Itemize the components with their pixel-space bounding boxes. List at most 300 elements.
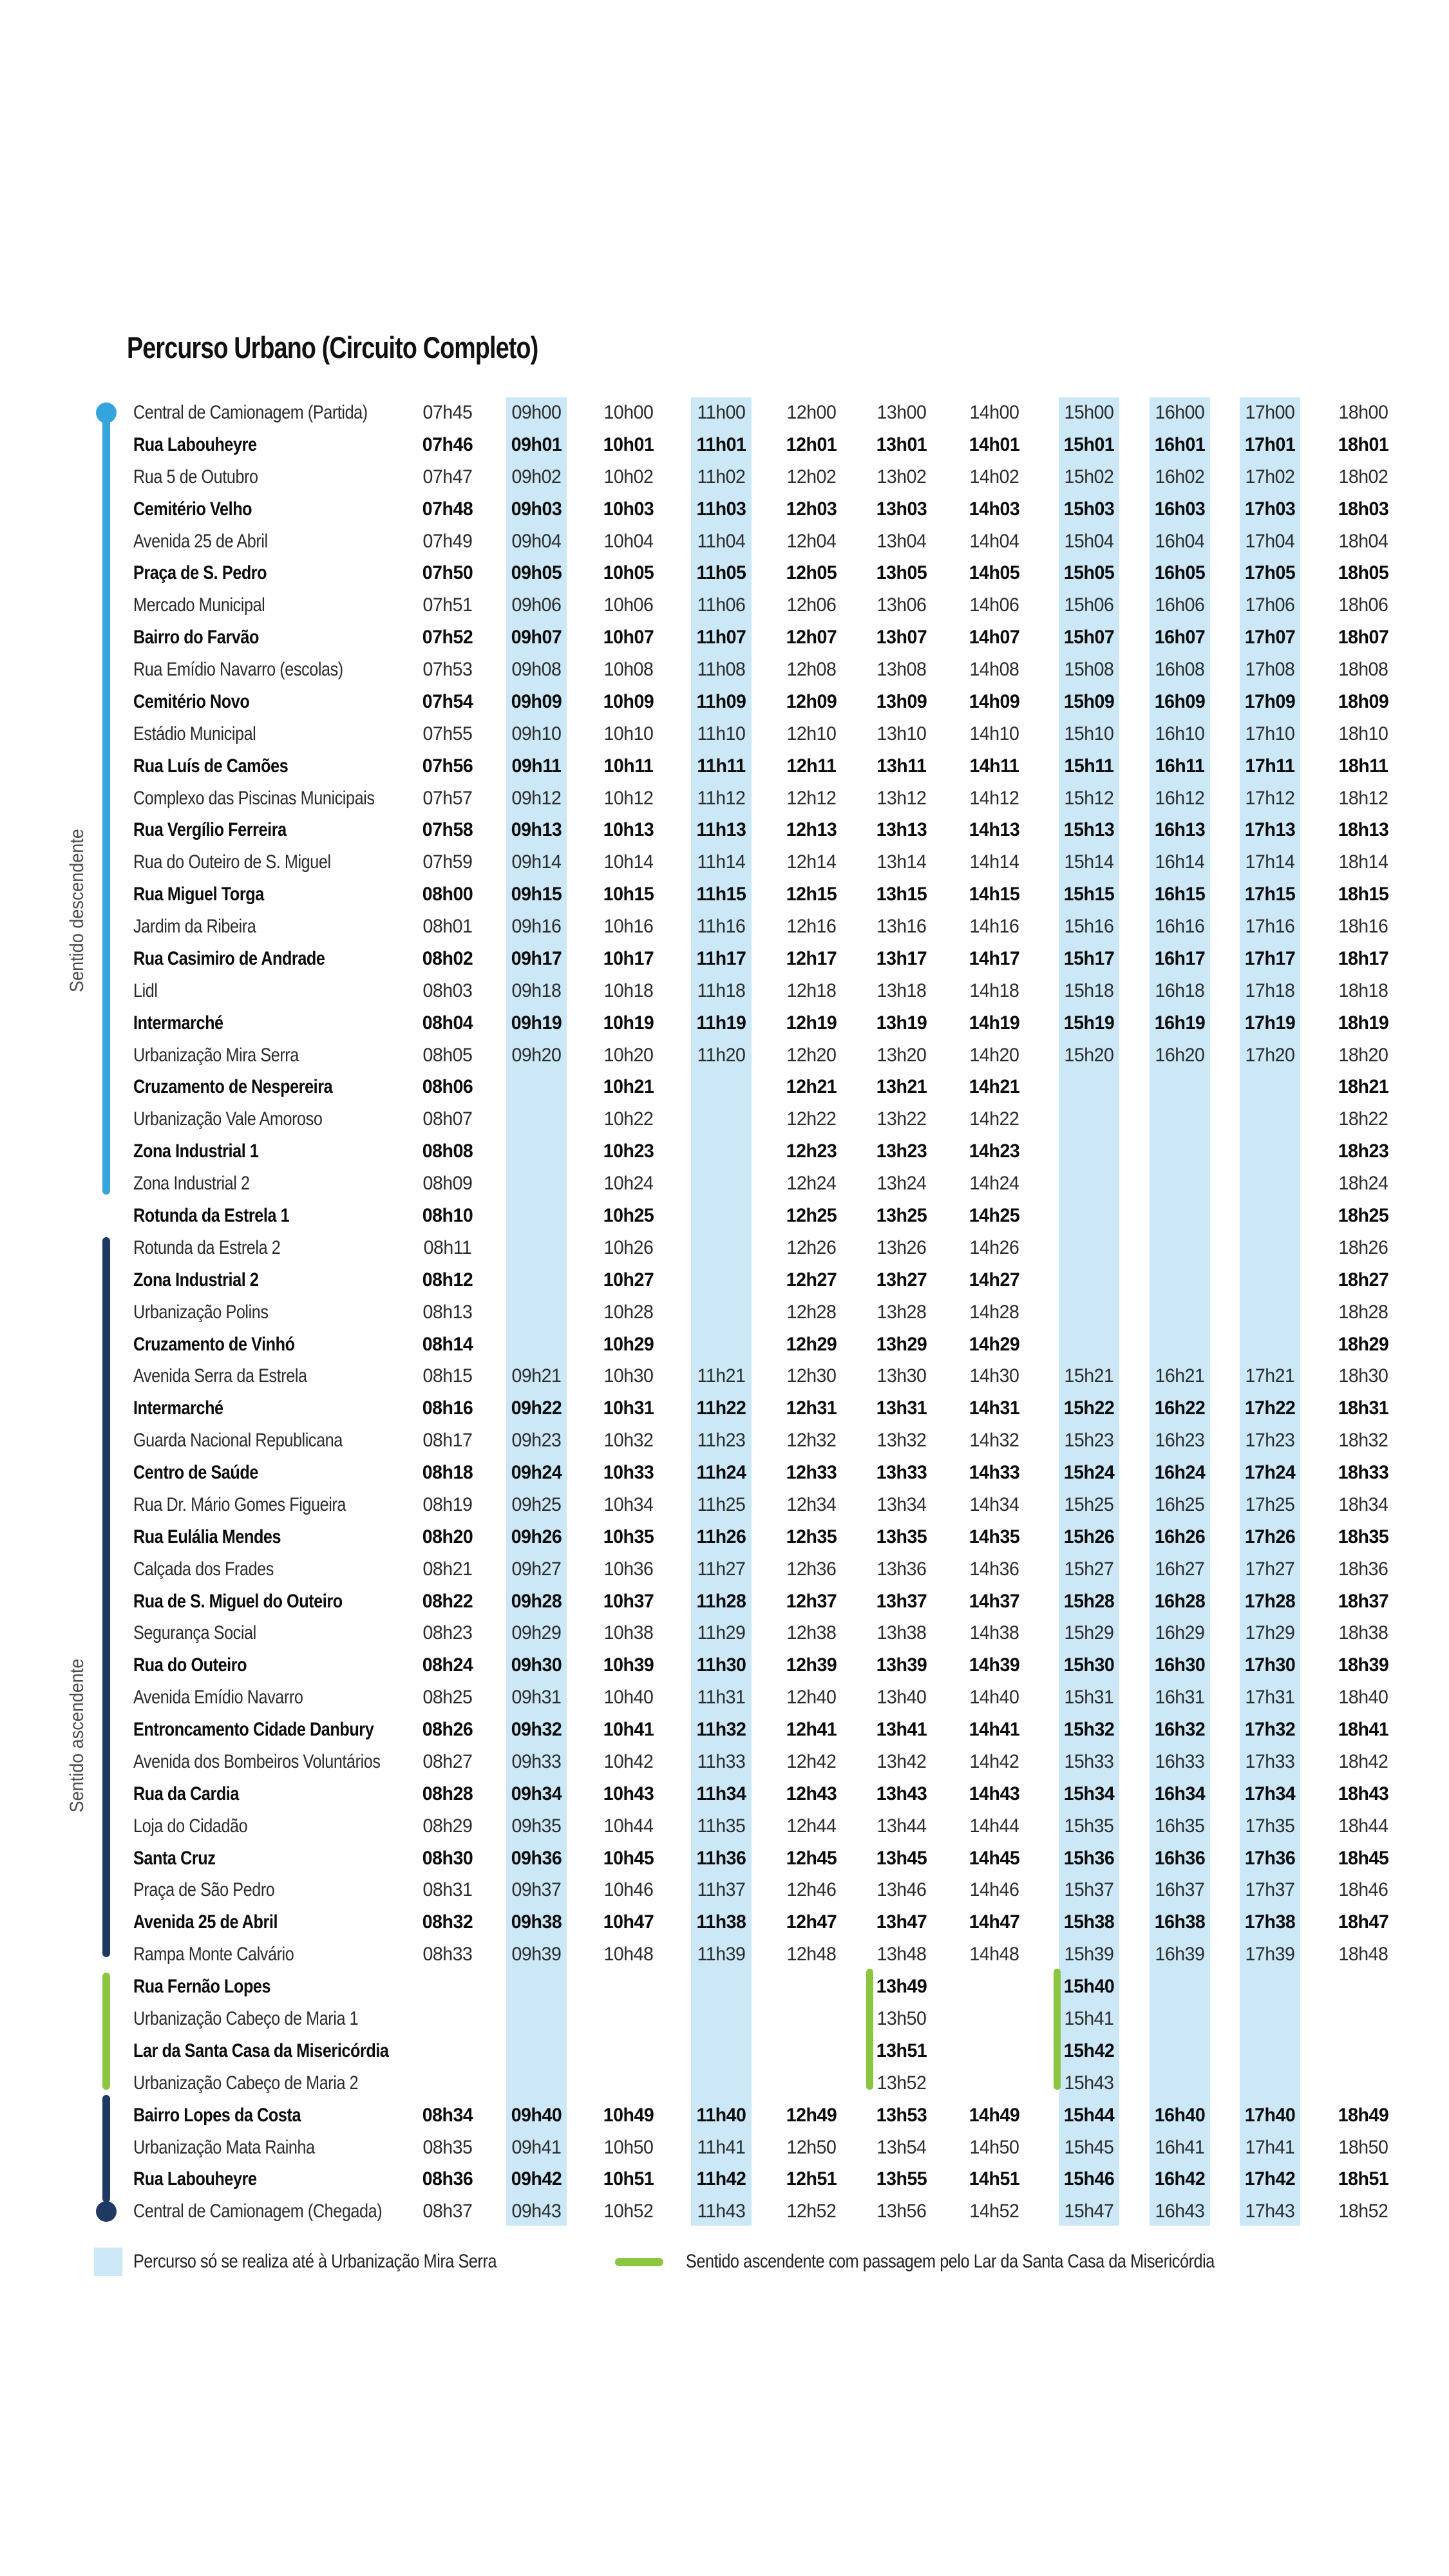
- time-cell: 15h42: [1063, 2040, 1115, 2061]
- time-cell: 13h21: [876, 1076, 927, 1098]
- time-cell: 10h12: [603, 787, 654, 809]
- time-cell: 17h00: [1245, 402, 1295, 423]
- time-cell: 08h04: [422, 1012, 473, 1034]
- time-cell: 14h22: [969, 1108, 1019, 1130]
- table-row: [0, 1071, 1449, 1103]
- table-row: [0, 1232, 1449, 1264]
- time-cell: 15h36: [1063, 1847, 1115, 1869]
- time-cell: 18h40: [1338, 1687, 1388, 1709]
- stop-name: Complexo das Piscinas Municipais: [133, 787, 375, 809]
- time-cell: 14h06: [969, 594, 1019, 616]
- time-cell: 12h39: [786, 1654, 837, 1676]
- time-cell: 14h24: [969, 1173, 1019, 1195]
- time-cell: 08h07: [422, 1108, 473, 1130]
- time-cell: 11h23: [697, 1430, 746, 1452]
- time-cell: 07h50: [422, 562, 473, 584]
- time-cell: 17h32: [1244, 1719, 1296, 1741]
- table-row: [0, 1103, 1449, 1135]
- time-cell: 16h00: [1155, 402, 1205, 423]
- time-cell: 07h49: [422, 530, 473, 552]
- time-cell: 16h41: [1155, 2136, 1205, 2158]
- time-cell: 13h36: [876, 1558, 927, 1580]
- time-cell: 12h05: [786, 562, 837, 584]
- time-cell: 17h28: [1244, 1590, 1296, 1612]
- time-cell: 18h22: [1338, 1108, 1388, 1130]
- time-cell: 08h21: [422, 1558, 473, 1580]
- time-cell: 09h07: [511, 627, 562, 649]
- time-cell: 08h22: [422, 1590, 473, 1612]
- time-cell: 12h13: [786, 819, 837, 841]
- time-cell: 18h12: [1338, 787, 1388, 809]
- time-cell: 16h34: [1154, 1783, 1206, 1804]
- time-cell: 07h46: [422, 433, 473, 455]
- time-cell: 14h10: [969, 723, 1019, 744]
- time-cell: 13h06: [876, 594, 927, 616]
- time-cell: 13h46: [876, 1879, 927, 1901]
- time-cell: 11h43: [697, 2201, 746, 2222]
- time-cell: 13h44: [876, 1815, 927, 1837]
- time-cell: 12h47: [786, 1911, 837, 1933]
- time-cell: 16h04: [1155, 530, 1205, 552]
- time-cell: 10h16: [603, 916, 654, 938]
- time-cell: 14h15: [969, 884, 1020, 905]
- time-cell: 09h02: [511, 466, 562, 488]
- stop-name: Praça de São Pedro: [133, 1879, 275, 1901]
- stop-name: Rua Eulália Mendes: [133, 1526, 281, 1548]
- time-cell: 16h23: [1155, 1430, 1205, 1452]
- time-cell: 14h00: [969, 402, 1019, 423]
- table-row: [0, 878, 1449, 911]
- time-cell: 13h56: [876, 2201, 927, 2222]
- table-row: [0, 2035, 1449, 2067]
- time-cell: 16h08: [1155, 659, 1205, 681]
- time-cell: 14h11: [969, 755, 1019, 777]
- time-cell: 17h40: [1244, 2104, 1296, 2126]
- time-cell: 11h05: [696, 562, 746, 584]
- time-cell: 14h23: [969, 1141, 1020, 1162]
- time-cell: 18h39: [1338, 1654, 1389, 1676]
- time-cell: 10h48: [603, 1944, 654, 1965]
- table-row: [0, 1360, 1449, 1392]
- stop-name: Cruzamento de Nespereira: [133, 1076, 333, 1098]
- time-cell: 12h23: [786, 1141, 837, 1162]
- time-cell: 14h04: [969, 530, 1019, 552]
- time-cell: 10h46: [603, 1879, 654, 1901]
- time-cell: 17h41: [1245, 2136, 1295, 2158]
- time-cell: 15h28: [1063, 1590, 1115, 1612]
- time-cell: 11h24: [696, 1462, 746, 1484]
- time-cell: 13h47: [876, 1911, 927, 1933]
- table-row: [0, 1874, 1449, 1906]
- time-cell: 18h13: [1338, 819, 1389, 841]
- time-cell: 15h09: [1063, 690, 1115, 712]
- time-cell: 12h07: [786, 627, 837, 649]
- time-cell: 09h08: [511, 659, 562, 681]
- stop-name: Cemitério Velho: [133, 498, 252, 520]
- time-cell: 13h19: [876, 1012, 927, 1034]
- time-cell: 14h37: [969, 1590, 1020, 1612]
- time-cell: 15h06: [1064, 594, 1114, 616]
- time-cell: 08h18: [422, 1462, 473, 1484]
- time-cell: 12h02: [786, 466, 837, 488]
- table-row: [0, 1842, 1449, 1875]
- time-cell: 13h05: [876, 562, 927, 584]
- stop-name: Rua Labouheyre: [133, 2168, 257, 2190]
- time-cell: 17h05: [1244, 562, 1296, 584]
- time-cell: 09h35: [511, 1815, 562, 1837]
- time-cell: 14h29: [969, 1333, 1020, 1355]
- time-cell: 15h17: [1063, 947, 1115, 969]
- time-cell: 15h40: [1063, 1976, 1115, 1998]
- time-cell: 17h31: [1245, 1687, 1295, 1709]
- time-cell: 08h11: [423, 1236, 472, 1258]
- time-cell: 10h24: [603, 1173, 654, 1195]
- time-cell: 14h43: [969, 1783, 1020, 1804]
- time-cell: 12h52: [786, 2201, 837, 2222]
- time-cell: 12h11: [786, 755, 837, 777]
- time-cell: 18h44: [1338, 1815, 1388, 1837]
- time-cell: 16h01: [1154, 433, 1206, 455]
- time-cell: 17h06: [1245, 594, 1295, 616]
- time-cell: 16h38: [1154, 1911, 1206, 1933]
- time-cell: 08h17: [422, 1430, 473, 1452]
- time-cell: 11h04: [697, 530, 746, 552]
- time-cell: 17h34: [1244, 1783, 1296, 1804]
- time-cell: 12h08: [786, 659, 837, 681]
- table-row: [0, 1971, 1449, 2003]
- time-cell: 09h10: [511, 723, 562, 744]
- time-cell: 11h20: [697, 1044, 746, 1066]
- time-cell: 12h37: [786, 1590, 837, 1612]
- time-cell: 16h07: [1154, 627, 1206, 649]
- time-cell: 13h42: [876, 1750, 927, 1772]
- stop-name: Rua 5 de Outubro: [133, 466, 258, 488]
- stop-name: Urbanização Cabeço de Maria 1: [133, 2008, 359, 2029]
- stop-name: Centro de Saúde: [133, 1462, 258, 1484]
- table-row: [0, 2003, 1449, 2035]
- time-cell: 10h23: [603, 1141, 654, 1162]
- time-cell: 14h12: [969, 787, 1019, 809]
- time-cell: 13h22: [876, 1108, 927, 1130]
- time-cell: 14h47: [969, 1911, 1020, 1933]
- time-cell: 08h16: [422, 1397, 473, 1419]
- time-cell: 14h45: [969, 1847, 1020, 1869]
- time-cell: 12h32: [786, 1430, 837, 1452]
- time-cell: 08h09: [422, 1173, 473, 1195]
- stop-name: Avenida 25 de Abril: [133, 1911, 278, 1933]
- table-row: [0, 1135, 1449, 1168]
- time-cell: 16h40: [1154, 2104, 1206, 2126]
- time-cell: 14h07: [969, 627, 1020, 649]
- time-cell: 09h34: [511, 1783, 562, 1804]
- time-cell: 14h05: [969, 562, 1020, 584]
- time-cell: 13h45: [876, 1847, 927, 1869]
- stop-name: Jardim da Ribeira: [133, 916, 256, 938]
- time-cell: 07h55: [422, 723, 473, 744]
- time-cell: 08h23: [422, 1622, 473, 1644]
- time-cell: 16h13: [1154, 819, 1206, 841]
- time-cell: 17h07: [1244, 627, 1296, 649]
- time-cell: 08h32: [422, 1911, 473, 1933]
- stop-name: Avenida Emídio Navarro: [133, 1687, 303, 1709]
- time-cell: 11h09: [696, 690, 746, 712]
- time-cell: 15h45: [1064, 2136, 1114, 2158]
- time-cell: 11h26: [696, 1526, 746, 1548]
- time-cell: 17h11: [1245, 755, 1295, 777]
- time-cell: 17h33: [1245, 1750, 1295, 1772]
- time-cell: 13h29: [876, 1333, 927, 1355]
- time-cell: 08h34: [422, 2104, 473, 2126]
- time-cell: 14h03: [969, 498, 1020, 520]
- time-cell: 13h30: [876, 1365, 927, 1387]
- time-cell: 14h40: [969, 1687, 1019, 1709]
- time-cell: 17h38: [1244, 1911, 1296, 1933]
- table-row: [0, 686, 1449, 718]
- time-cell: 09h40: [511, 2104, 562, 2126]
- time-cell: 17h39: [1245, 1944, 1295, 1965]
- time-cell: 09h36: [511, 1847, 562, 1869]
- table-row: [0, 1200, 1449, 1232]
- time-cell: 09h05: [511, 562, 562, 584]
- stop-name: Lidl: [133, 980, 158, 1001]
- time-cell: 08h36: [422, 2168, 473, 2190]
- time-cell: 12h40: [786, 1687, 837, 1709]
- time-cell: 09h22: [511, 1397, 562, 1419]
- table-row: [0, 1938, 1449, 1971]
- time-cell: 09h19: [511, 1012, 562, 1034]
- time-cell: 16h31: [1155, 1687, 1205, 1709]
- time-cell: 13h25: [876, 1205, 927, 1226]
- time-cell: 14h52: [969, 2201, 1019, 2222]
- time-cell: 14h01: [969, 433, 1020, 455]
- time-cell: 18h32: [1338, 1430, 1388, 1452]
- lar-detour-marker: [1054, 1969, 1061, 2090]
- legend-short-trip-label: Percurso só se realiza até à Urbanização Mira Serra: [133, 2251, 497, 2272]
- page-title: Percurso Urbano (Circuito Completo): [127, 330, 538, 365]
- time-cell: 07h48: [422, 498, 473, 520]
- time-cell: 11h11: [697, 755, 746, 777]
- time-cell: 16h33: [1155, 1750, 1205, 1772]
- time-cell: 07h52: [422, 627, 473, 649]
- time-cell: 16h18: [1155, 980, 1205, 1001]
- time-cell: 12h44: [786, 1815, 837, 1837]
- time-cell: 10h51: [603, 2168, 654, 2190]
- table-row: [0, 943, 1449, 975]
- time-cell: 14h17: [969, 947, 1020, 969]
- time-cell: 16h05: [1154, 562, 1206, 584]
- time-cell: 09h33: [511, 1750, 562, 1772]
- time-cell: 18h08: [1338, 659, 1388, 681]
- time-cell: 15h34: [1063, 1783, 1115, 1804]
- time-cell: 14h09: [969, 690, 1020, 712]
- time-cell: 12h03: [786, 498, 837, 520]
- time-cell: 17h37: [1245, 1879, 1295, 1901]
- time-cell: 14h41: [969, 1719, 1020, 1741]
- time-cell: 15h02: [1064, 466, 1114, 488]
- time-cell: 13h00: [876, 402, 927, 423]
- time-cell: 09h17: [511, 947, 562, 969]
- time-cell: 10h25: [603, 1205, 654, 1226]
- time-cell: 13h40: [876, 1687, 927, 1709]
- time-cell: 16h28: [1154, 1590, 1206, 1612]
- time-cell: 11h31: [697, 1687, 746, 1709]
- time-cell: 13h09: [876, 690, 927, 712]
- time-cell: 13h26: [876, 1236, 927, 1258]
- time-cell: 14h14: [969, 851, 1019, 873]
- time-cell: 11h01: [696, 433, 746, 455]
- stop-name: Rua Luís de Camões: [133, 755, 289, 777]
- time-cell: 11h36: [696, 1847, 746, 1869]
- time-cell: 17h36: [1244, 1847, 1296, 1869]
- time-cell: 10h41: [603, 1719, 654, 1741]
- time-cell: 15h30: [1063, 1654, 1115, 1676]
- time-cell: 11h29: [697, 1622, 746, 1644]
- table-row: [0, 1296, 1449, 1329]
- time-cell: 16h17: [1154, 947, 1206, 969]
- time-cell: 13h41: [876, 1719, 927, 1741]
- time-cell: 18h51: [1338, 2168, 1389, 2190]
- time-cell: 12h25: [786, 1205, 837, 1226]
- time-cell: 15h35: [1064, 1815, 1114, 1837]
- time-cell: 14h38: [969, 1622, 1019, 1644]
- time-cell: 16h30: [1154, 1654, 1206, 1676]
- time-cell: 16h42: [1154, 2168, 1206, 2190]
- time-cell: 17h24: [1244, 1462, 1296, 1484]
- table-row: [0, 911, 1449, 943]
- time-cell: 07h47: [422, 466, 473, 488]
- table-row: [0, 1039, 1449, 1072]
- time-cell: 10h04: [603, 530, 654, 552]
- time-cell: 15h25: [1064, 1493, 1114, 1515]
- time-cell: 09h18: [511, 980, 562, 1001]
- table-row: [0, 1746, 1449, 1778]
- time-cell: 12h49: [786, 2104, 837, 2126]
- time-cell: 11h40: [696, 2104, 746, 2126]
- time-cell: 18h37: [1338, 1590, 1389, 1612]
- time-cell: 08h30: [422, 1847, 473, 1869]
- time-cell: 18h49: [1338, 2104, 1389, 2126]
- time-cell: 09h32: [511, 1719, 562, 1741]
- time-cell: 10h22: [603, 1108, 654, 1130]
- time-cell: 17h17: [1244, 947, 1296, 969]
- time-cell: 13h18: [876, 980, 927, 1001]
- time-cell: 07h58: [422, 819, 473, 841]
- time-cell: 08h24: [422, 1654, 473, 1676]
- time-cell: 08h06: [422, 1076, 473, 1098]
- time-cell: 08h26: [422, 1719, 473, 1741]
- time-cell: 16h43: [1155, 2201, 1205, 2222]
- time-cell: 13h08: [876, 659, 927, 681]
- time-cell: 13h28: [876, 1301, 927, 1323]
- time-cell: 17h19: [1244, 1012, 1296, 1034]
- time-cell: 10h43: [603, 1783, 654, 1804]
- table-row: [0, 1714, 1449, 1746]
- time-cell: 18h30: [1338, 1365, 1388, 1387]
- stop-name: Rua Miguel Torga: [133, 884, 264, 905]
- time-cell: 15h22: [1063, 1397, 1115, 1419]
- time-cell: 12h41: [786, 1719, 837, 1741]
- time-cell: 15h05: [1063, 562, 1115, 584]
- time-cell: 11h16: [697, 916, 746, 938]
- stop-name: Zona Industrial 1: [133, 1141, 259, 1162]
- table-row: [0, 557, 1449, 589]
- time-cell: 09h00: [511, 402, 562, 423]
- time-cell: 09h01: [511, 433, 562, 455]
- time-cell: 10h21: [603, 1076, 654, 1098]
- stop-name: Rua da Cardia: [133, 1783, 239, 1804]
- time-cell: 11h33: [697, 1750, 746, 1772]
- time-cell: 15h47: [1064, 2201, 1114, 2222]
- time-cell: 13h07: [876, 627, 927, 649]
- table-row: [0, 1553, 1449, 1586]
- route-line-ascendente-upper: [102, 1237, 110, 1957]
- time-cell: 12h50: [786, 2136, 837, 2158]
- time-cell: 16h15: [1154, 884, 1206, 905]
- time-cell: 10h03: [603, 498, 654, 520]
- time-cell: 10h39: [603, 1654, 654, 1676]
- time-cell: 16h14: [1155, 851, 1205, 873]
- time-cell: 15h26: [1063, 1526, 1115, 1548]
- time-cell: 18h24: [1338, 1173, 1388, 1195]
- time-cell: 18h06: [1338, 594, 1388, 616]
- stop-name: Urbanização Cabeço de Maria 2: [133, 2072, 359, 2094]
- table-row: [0, 1649, 1449, 1681]
- time-cell: 10h50: [603, 2136, 654, 2158]
- time-cell: 12h17: [786, 947, 837, 969]
- time-cell: 15h37: [1064, 1879, 1114, 1901]
- time-cell: 10h40: [603, 1687, 654, 1709]
- time-cell: 08h00: [422, 884, 473, 905]
- table-row: [0, 1906, 1449, 1938]
- time-cell: 18h07: [1338, 627, 1389, 649]
- time-cell: 12h34: [786, 1493, 837, 1515]
- time-cell: 18h46: [1338, 1879, 1388, 1901]
- time-cell: 16h10: [1155, 723, 1205, 744]
- time-cell: 18h48: [1338, 1944, 1388, 1965]
- time-cell: 08h12: [422, 1269, 473, 1291]
- time-cell: 12h06: [786, 594, 837, 616]
- time-cell: 12h48: [786, 1944, 837, 1965]
- time-cell: 17h02: [1245, 466, 1295, 488]
- time-cell: 14h44: [969, 1815, 1019, 1837]
- time-cell: 10h35: [603, 1526, 654, 1548]
- time-cell: 08h37: [422, 2201, 473, 2222]
- table-row: [0, 975, 1449, 1007]
- time-cell: 14h48: [969, 1944, 1019, 1965]
- time-cell: 12h00: [786, 402, 837, 423]
- time-cell: 17h16: [1245, 916, 1295, 938]
- table-row: [0, 526, 1449, 558]
- time-cell: 12h31: [786, 1397, 837, 1419]
- time-cell: 16h22: [1154, 1397, 1206, 1419]
- time-cell: 12h14: [786, 851, 837, 873]
- lar-detour-marker: [866, 1969, 873, 2090]
- time-cell: 18h41: [1338, 1719, 1389, 1741]
- table-row: [0, 1457, 1449, 1489]
- time-cell: 12h04: [786, 530, 837, 552]
- time-cell: 11h27: [697, 1558, 746, 1580]
- time-cell: 11h17: [696, 947, 746, 969]
- time-cell: 07h53: [422, 659, 473, 681]
- time-cell: 16h24: [1154, 1462, 1206, 1484]
- time-cell: 14h27: [969, 1269, 1020, 1291]
- time-cell: 15h04: [1064, 530, 1114, 552]
- stop-name: Urbanização Mata Rainha: [133, 2136, 315, 2158]
- time-cell: 16h25: [1155, 1493, 1205, 1515]
- time-cell: 18h17: [1338, 947, 1389, 969]
- time-cell: 15h03: [1063, 498, 1115, 520]
- table-row: [0, 2067, 1449, 2099]
